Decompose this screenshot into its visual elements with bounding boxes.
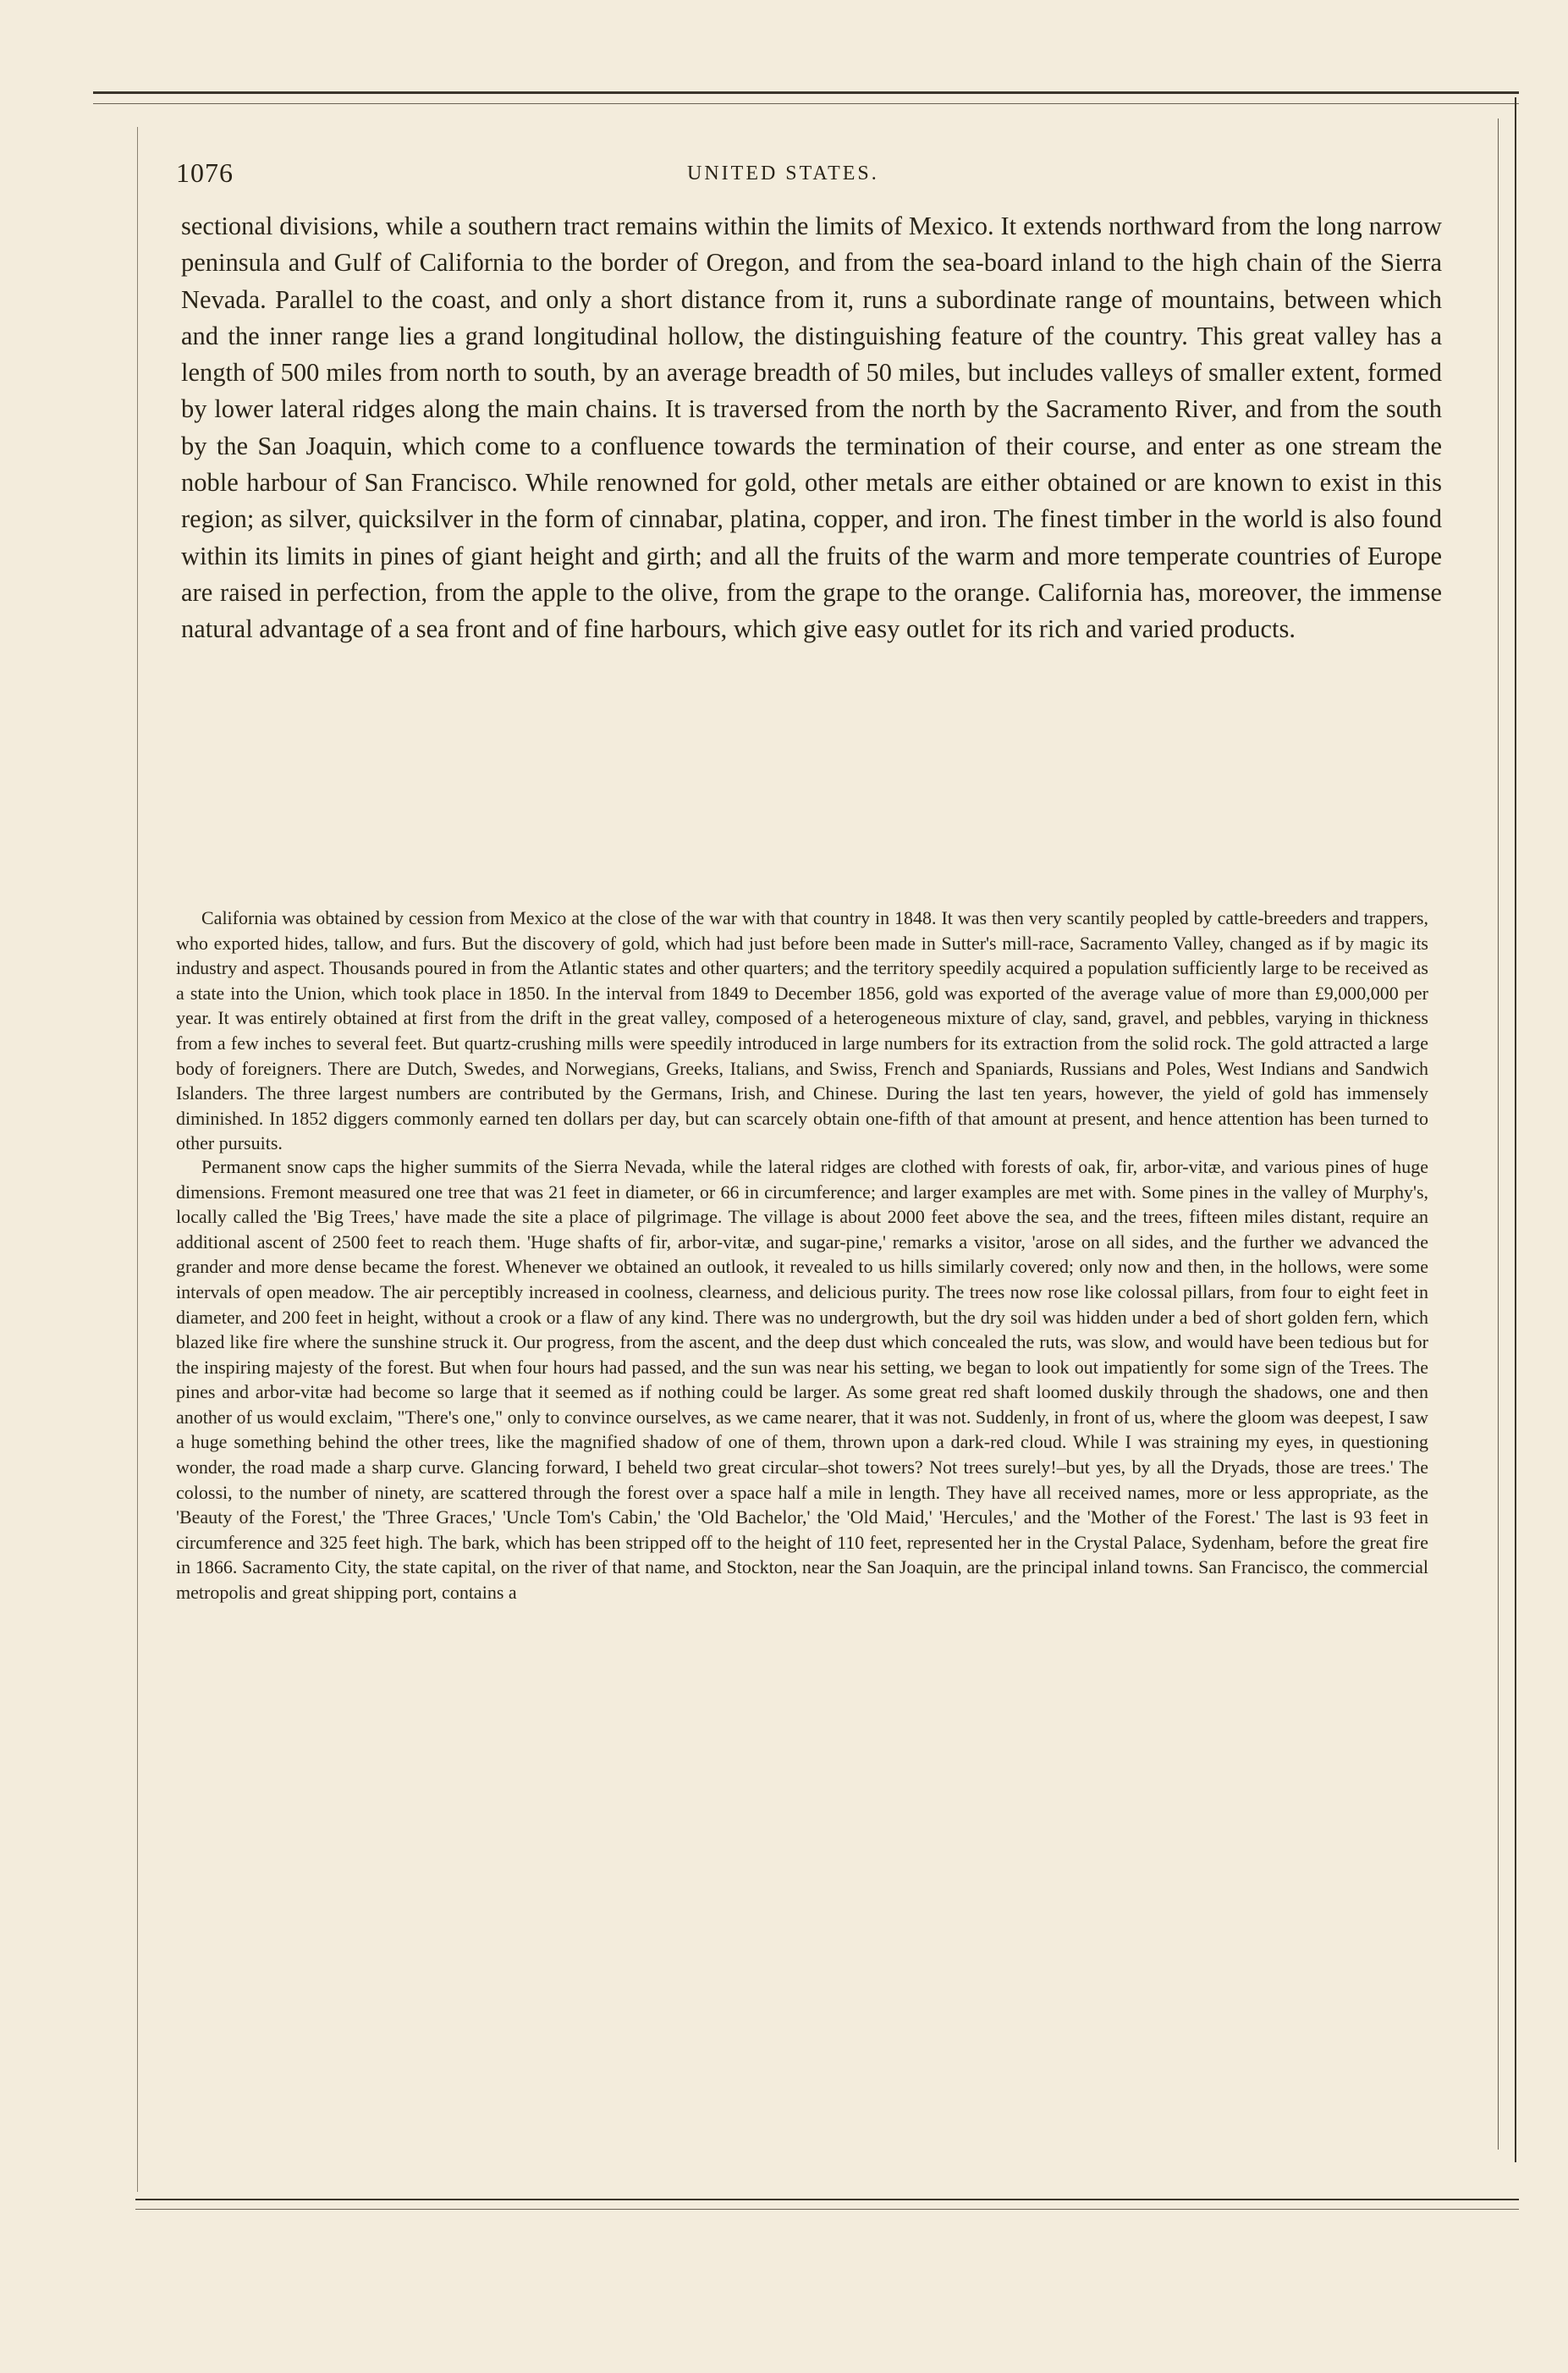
running-title: UNITED STATES. — [687, 162, 879, 184]
page-frame-left-rule — [137, 127, 138, 2192]
page-frame-bottom-rule-inner — [135, 2209, 1519, 2210]
page-frame-top-rule — [93, 91, 1519, 94]
small-paragraph-big-trees: Permanent snow caps the higher summits of the Sierra Nevada, while the lateral ridges are clothed with forests of oak, fir, arbor-vitæ, and various pines of huge dimensions. Fremont measured one tree that was 21 feet in diameter, or 66 in circumference; and larger examples are met with. Some pines in the valley of Murphy's, locally called the 'Big Trees,' have made the site a place of pilgrimage. The village is about 2000 feet above the sea, and the trees, fifteen miles distant, require an additional ascent of 2500 feet to reach them. 'Huge shafts of fir, arbor-vitæ, and sugar-pine,' remarks a visitor, 'arose on all sides, and the further we advanced the grander and more dense became the forest. Whenever we obtained an outlook, it revealed to us hills similarly covered; only now and then, in the hollows, were some intervals of open meadow. The air perceptibly increased in coolness, clearness, and delicious purity. The trees now rose like colossal pillars, from four to eight feet in diameter, and 200 feet in height, without a crook or a flaw of any kind. There was no undergrowth, but the dry soil was hidden under a bed of short golden fern, which blazed like fire where the sunshine struck it. Our progress, from the ascent, and the deep dust which concealed the ruts, was slow, and would have been tedious but for the inspiring majesty of the forest. But when four hours had passed, and the sun was near his setting, we began to look out impatiently for some sign of the Trees. The pines and arbor-vitæ had become so large that it seemed as if nothing could be larger. As some great red shaft loomed duskily through the shadows, one and then another of us would exclaim, "There's one," only to convince ourselves, as we came nearer, that it was not. Suddenly, in front of us, where the gloom was deepest, I saw a huge something behind the other trees, like the magnified shadow of one of them, thrown upon a dark-red cloud. While I was straining my eyes, in questioning wonder, the road made a sharp curve. Glancing forward, I beheld two great circular–shot towers? Not trees surely!–but yes, by all the Dryads, those are trees.' The colossi, to the number of ninety, are scattered through the forest over a space half a mile in length. They have all received names, more or less appropriate, as the 'Beauty of the Forest,' the 'Three Graces,' 'Uncle Tom's Cabin,' the 'Old Bachelor,' the 'Old Maid,' 'Hercules,' and the 'Mother of the Forest.' The last is 93 feet in circumference and 325 feet high. The bark, which has been stripped off to the height of 110 feet, represented her in the Crystal Palace, Sydenham, before the great fire in 1866. Sacramento City, the state capital, on the river of that name, and Stockton, near the San Joaquin, are the principal inland towns. San Francisco, the commercial metropolis and great shipping port, contains a — [176, 1155, 1428, 1604]
main-body-text — [181, 208, 1442, 648]
main-paragraph: sectional divisions, while a southern tract remains within the limits of Mexico. It extends northward from the long narrow peninsula and Gulf of California to the border of Oregon, and from the sea-board inland to the high chain of the Sierra Nevada. Parallel to the coast, and only a short distance from it, runs a subordinate range of mountains, between which and the inner range lies a grand longitudinal hollow, the distinguishing feature of the country. This great valley has a length of 500 miles from north to south, by an average breadth of 50 miles, but includes valleys of smaller extent, formed by lower lateral ridges along the main chains. It is traversed from the north by the Sacramento River, and from the south by the San Joaquin, which come to a confluence towards the termination of their course, and enter as one stream the noble harbour of San Francisco. While renowned for gold, other metals are either obtained or are known to exist in this region; as silver, quicksilver in the form of cinnabar, platina, copper, and iron. The finest timber in the world is also found within its limits in pines of giant height and girth; and all the fruits of the warm and more temperate countries of Europe are raised in perfection, from the apple to the olive, from the grape to the orange. California has, moreover, the immense natural advantage of a sea front and of fine harbours, which give easy outlet for its rich and varied products. — [181, 212, 1442, 644]
page-frame-bottom-rule — [135, 2199, 1519, 2200]
small-print-section — [176, 906, 1428, 1605]
page-frame-top-rule-inner — [93, 103, 1519, 104]
page-header — [176, 157, 1445, 191]
page-number: 1076 — [176, 157, 234, 188]
small-paragraph-gold: California was obtained by cession from Mexico at the close of the war with that country in 1848. It was then very scantily peopled by cattle-breeders and trappers, who exported hides, tallow, and furs. But the discovery of gold, which had just before been made in Sutter's mill-race, Sacramento Valley, changed as if by magic its industry and aspect. Thousands poured in from the Atlantic states and other quarters; and the territory speedily acquired a population sufficiently large to be received as a state into the Union, which took place in 1850. In the interval from 1849 to December 1856, gold was exported of the average value of more than £9,000,000 per year. It was entirely obtained at first from the drift in the great valley, composed of a heterogeneous mixture of clay, sand, gravel, and pebbles, varying in thickness from a few inches to several feet. But quartz-crushing mills were speedily introduced in large numbers for its extraction from the solid rock. The gold attracted a large body of foreigners. There are Dutch, Swedes, and Norwegians, Greeks, Italians, and Swiss, French and Spaniards, Russians and Poles, West Indians and Sandwich Islanders. The three largest numbers are contributed by the Germans, Irish, and Chinese. During the last ten years, however, the yield of gold has immensely diminished. In 1852 diggers commonly earned ten dollars per day, but can scarcely obtain one-fifth of that amount at present, and hence attention has been turned to other pursuits. — [176, 907, 1428, 1154]
page-frame-right-rule — [1515, 97, 1516, 2162]
page-frame-right-rule-inner — [1498, 118, 1499, 2150]
